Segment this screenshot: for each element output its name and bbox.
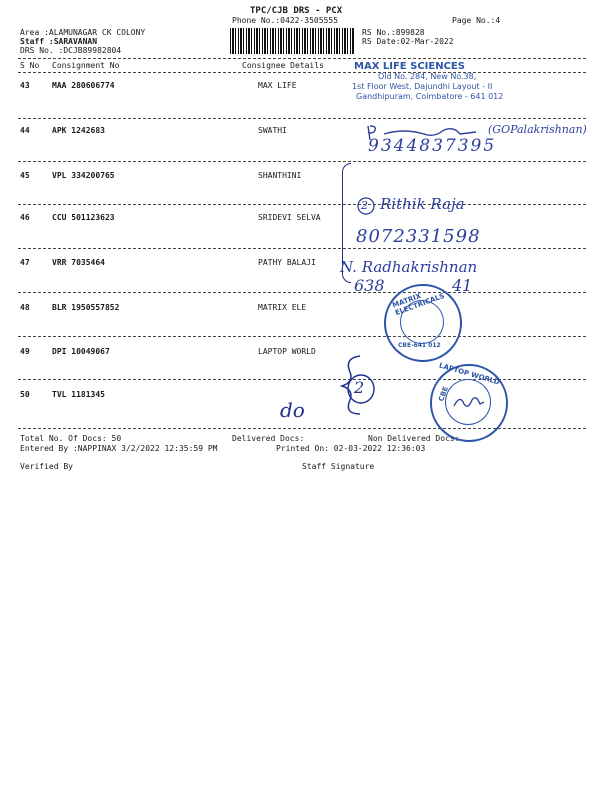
row-consignment: BLR 1950557852 (52, 303, 120, 312)
phone-number: Phone No.:0422-3505555 (232, 16, 338, 25)
row-consignment: TVL 1181345 (52, 390, 105, 399)
staff-label: Staff :SARAVANAN (20, 37, 98, 46)
row-consignment: APK 1242683 (52, 126, 105, 135)
row-consignment: MAA 280606774 (52, 81, 115, 90)
matrix-pin-text: CBE-641 012 (398, 342, 441, 349)
row-sno: 50 (20, 390, 30, 399)
row-consignee: MAX LIFE (258, 81, 297, 90)
circled-number-text: 2 (361, 199, 368, 212)
row-sno: 47 (20, 258, 30, 267)
page-number: Page No.:4 (452, 16, 501, 25)
row-divider (18, 204, 586, 205)
row-divider (18, 161, 586, 162)
row-divider (18, 292, 586, 293)
maxlife-stamp (344, 62, 514, 102)
laptop-city-text: CBE (437, 385, 451, 403)
row-sno: 45 (20, 171, 30, 180)
circled-number-text: 2 (354, 378, 365, 397)
verified-by: Verified By (20, 462, 73, 471)
handwritten-phone: 638 (354, 276, 385, 295)
matrix-stamp (384, 284, 462, 362)
divider (18, 58, 586, 59)
stamp-line: MAX LIFE SCIENCES (354, 61, 465, 72)
row-divider (18, 248, 586, 249)
row-divider (18, 118, 586, 119)
rs-date: RS Date:02-Mar-2022 (362, 37, 454, 46)
row-consignee: SWATHI (258, 126, 287, 135)
row-consignment: DPI 10049067 (52, 347, 110, 356)
row-consignment: CCU 501123623 (52, 213, 115, 222)
handwritten-do: do (280, 398, 305, 422)
row-consignment: VPL 334200765 (52, 171, 115, 180)
col-consignee: Consignee Details (242, 61, 324, 70)
row-sno: 44 (20, 126, 30, 135)
drs-number: DRS No. :DCJB89982804 (20, 46, 122, 55)
col-consignment: Consignment No (52, 61, 120, 70)
handwritten-phone: 8072331598 (356, 226, 481, 247)
signature-scribble (452, 392, 486, 412)
row-consignee: PATHY BALAJI (258, 258, 316, 267)
total-docs: Total No. Of Docs: 50 (20, 434, 122, 443)
row-consignee: SRIDEVI SELVA (258, 213, 321, 222)
row-sno: 48 (20, 303, 30, 312)
handwritten-name: N. Radhakrishnan (340, 258, 478, 276)
row-divider (18, 336, 586, 337)
handwritten-phone-end: 41 (452, 276, 473, 295)
stamp-line: Old No. 284, New No.38, (378, 72, 477, 81)
delivered-docs: Delivered Docs: (232, 434, 305, 443)
handwritten-name: Rithik Raja (380, 195, 465, 213)
staff-signature: Staff Signature (302, 462, 375, 471)
stamp-line: Gandhipuram, Coimbatore - 641 012 (356, 92, 504, 101)
col-sno: S No (20, 61, 40, 70)
row-sno: 49 (20, 347, 30, 356)
row-sno: 43 (20, 81, 30, 90)
row-consignment: VRR 7035464 (52, 258, 105, 267)
laptop-ring-text: LAPTOP WORLD (438, 361, 501, 387)
handwritten-name: (GOPalakrishnan) (488, 123, 587, 136)
row-consignee: MATRIX ELE (258, 303, 307, 312)
matrix-ring-text: MATRIX ELECTRICALS (391, 291, 446, 318)
barcode (230, 28, 354, 54)
handwritten-phone: 9344837395 (368, 136, 497, 156)
entered-by: Entered By :NAPPINAX 3/2/2022 12:35:59 PM (20, 444, 218, 453)
non-delivered-docs: Non Delivered Docs: (368, 434, 460, 443)
row-consignee: LAPTOP WORLD (258, 347, 316, 356)
row-consignee: SHANTHINI (258, 171, 302, 180)
row-sno: 46 (20, 213, 30, 222)
printed-on: Printed On: 02-03-2022 12:36:03 (276, 444, 426, 453)
row-divider (18, 428, 586, 429)
area-label: Area :ALAMUNAGAR CK COLONY (20, 28, 146, 37)
rs-number: RS No.:899828 (362, 28, 425, 37)
doc-title: TPC/CJB DRS - PCX (250, 6, 343, 16)
stamp-line: 1st Floor West, Dajundhi Layout - II (352, 82, 493, 91)
laptop-world-stamp (430, 361, 508, 442)
